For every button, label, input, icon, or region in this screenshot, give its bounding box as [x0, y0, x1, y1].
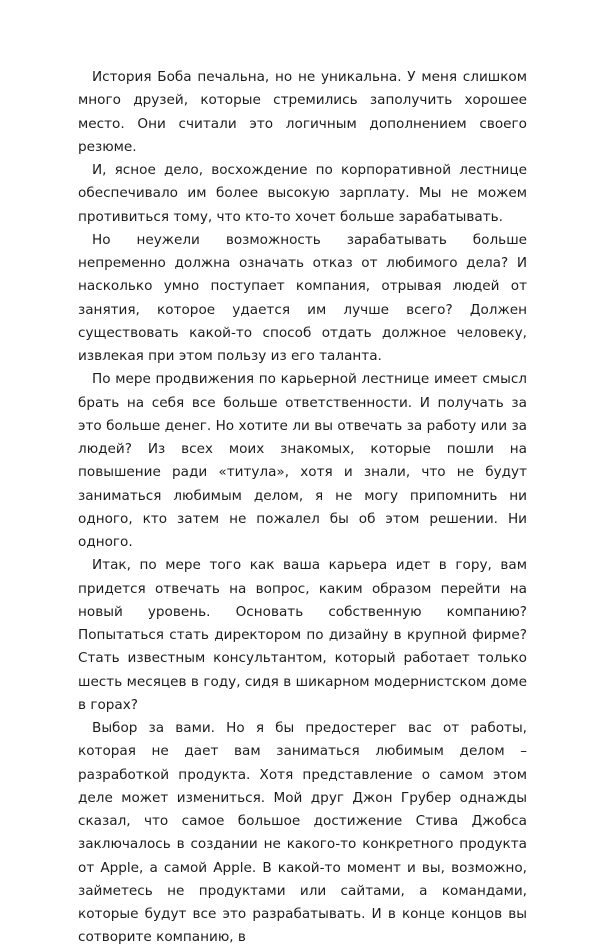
paragraph-4: По мере продвижения по карьерной лестнице имеет смысл брать на себя все больше ответственности. И получать за это больше денег. Но хотите ли вы отвечать за работу или за людей? Из всех моих знакомых, которые пошли на повышение ради «титула», хотя и знали, что не будут заниматься любимым делом, я не могу припомнить ни одного, кто затем не пожалел бы об этом решении. Ни одного. [78, 371, 527, 550]
page-body [78, 66, 527, 950]
paragraph-6: Выбор за вами. Но я бы предостерег вас от работы, которая не дает вам заниматься любимым делом – разработкой продукта. Хотя представление о самом этом деле может измениться. Мой друг Джон Грубер однажды сказал, что самое большое достижение Стива Джобса заключалось в создании не какого-то конкретного продукта от Apple, а самой Apple. В какой-то момент и вы, возможно, займетесь не продуктами или сайтами, а командами, которые будут все это разрабатывать. И в конце концов вы сотворите компанию, в [78, 720, 527, 946]
paragraph-5: Итак, по мере того как ваша карьера идет в гору, вам придется отвечать на вопрос, каким образом перейти на новый уровень. Основать собственную компанию? Попытаться стать директором по дизайну в крупной фирме? Стать известным консультантом, который работает только шесть месяцев в году, сидя в шикарном модернистском доме в горах? [78, 557, 527, 713]
paragraph-2: И, ясное дело, восхождение по корпоративной лестнице обеспечивало им более высокую зарплату. Мы не можем противиться тому, что кто-то хочет больше зарабатывать. [78, 162, 527, 225]
paragraph-1: История Боба печальна, но не уникальна. У меня слишком много друзей, которые стремились заполучить хорошее место. Они считали это логичным дополнением своего резюме. [78, 69, 527, 155]
paragraph-3: Но неужели возможность зарабатывать больше непременно должна означать отказ от любимого дела? И насколько умно поступает компания, отрывая людей от занятия, которое удается им лучше всего? Должен существовать какой-то способ отдать должное человеку, извлекая при этом пользу из его таланта. [78, 231, 527, 364]
